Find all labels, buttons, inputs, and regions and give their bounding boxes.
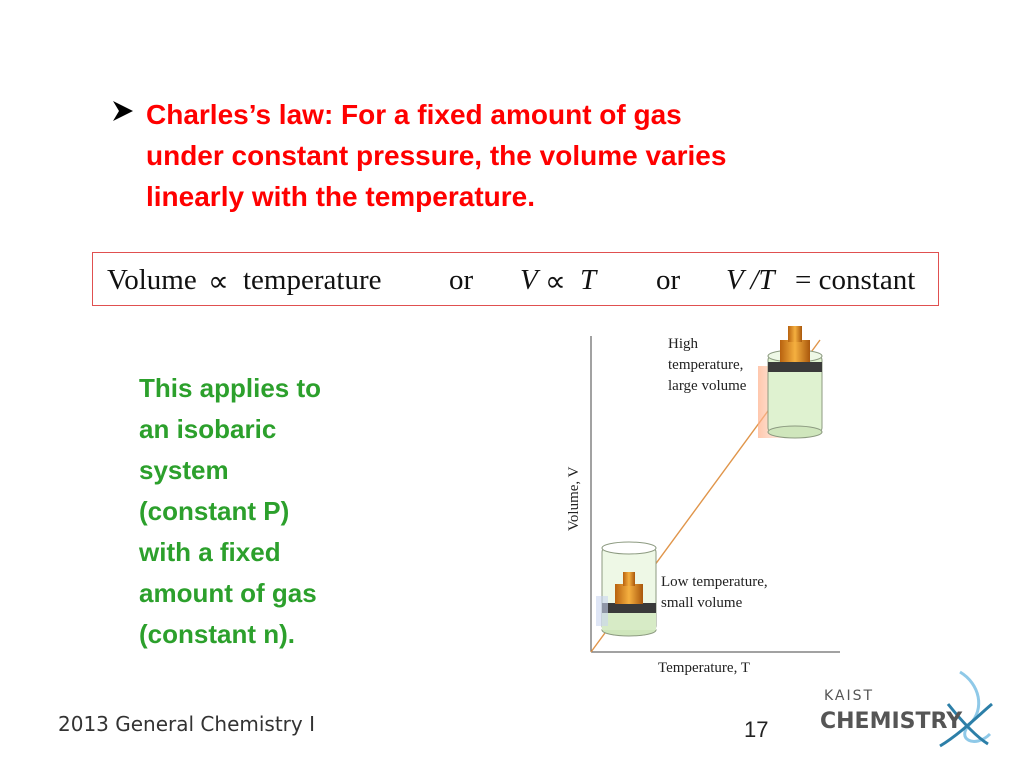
proportional-symbol: ∝ (208, 266, 229, 298)
formula-t: T (580, 264, 597, 296)
low-label-line-2: small volume (661, 595, 743, 611)
statement-line-2: under constant pressure, the volume varies (146, 140, 727, 171)
logo-line-2: CHEMISTRY (820, 709, 963, 734)
note-line: system (139, 455, 229, 485)
note-line: an isobaric (139, 414, 277, 444)
note-line: (constant n). (139, 619, 295, 649)
formula-v: V (520, 264, 538, 296)
high-label-line-2: temperature, (668, 357, 744, 373)
volume-temperature-figure (548, 326, 848, 686)
low-label-line-1: Low temperature, (661, 574, 768, 590)
note-line: with a fixed (139, 537, 281, 567)
course-footer: 2013 General Chemistry I (58, 712, 315, 736)
formula-v-over-t: V /T (726, 264, 775, 296)
isobaric-note (139, 368, 399, 655)
formula-box (92, 252, 939, 306)
arrow-bullet-icon (110, 94, 140, 135)
low-temperature-cylinder-icon (596, 542, 656, 636)
logo-line-1: KAIST (824, 688, 875, 704)
formula-equals-constant: = constant (795, 264, 916, 296)
high-label-line-3: large volume (668, 378, 747, 394)
high-temperature-cylinder-icon (758, 326, 822, 438)
formula-or-1: or (449, 264, 474, 296)
note-line: (constant P) (139, 496, 290, 526)
charles-law-statement (110, 94, 890, 217)
formula-temperature: temperature (243, 264, 382, 296)
formula-or-2: or (656, 264, 681, 296)
y-axis-label: Volume, V (566, 466, 582, 531)
page-number: 17 (744, 717, 769, 742)
note-line: This applies to (139, 373, 322, 403)
high-label-line-1: High (668, 336, 698, 352)
kaist-chemistry-logo-icon (810, 664, 1000, 754)
statement-line-3: linearly with the temperature. (146, 181, 535, 212)
proportional-symbol-2: ∝ (545, 266, 566, 298)
formula-volume: Volume (107, 264, 197, 296)
note-line: amount of gas (139, 578, 317, 608)
statement-line-1: Charles’s law: For a fixed amount of gas (146, 99, 682, 130)
x-axis-label: Temperature, T (658, 660, 750, 676)
